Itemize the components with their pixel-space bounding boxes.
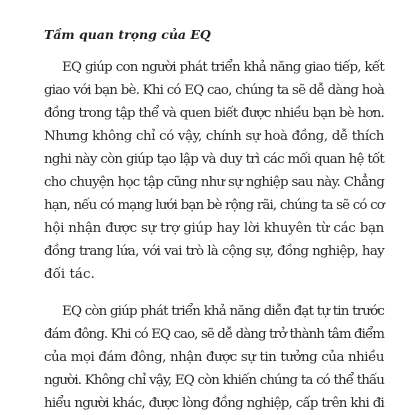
paragraph-line: đám đông. Khi có EQ cao, sẽ dễ dàng trở thành tâm điểm (44, 327, 384, 342)
paragraph-2 (44, 300, 384, 415)
paragraph-line: đối tác. (44, 267, 95, 282)
paragraph-line: giao với bạn bè. Khi có EQ cao, chúng ta sẽ dễ dàng hoà (44, 83, 384, 98)
paragraph-line: đồng trong tập thể và quen biết được nhiều bạn bè hơn. (44, 106, 384, 121)
paragraph-line: người. Không chỉ vậy, EQ còn khiến chúng ta có thể thấu (44, 373, 384, 388)
paragraph-line: hiểu người khác, được lòng đồng nghiệp, cấp trên khi đi (44, 396, 384, 411)
section-title: Tầm quan trọng của EQ (44, 27, 211, 42)
paragraph-line: Nhưng không chỉ có vậy, chính sự hoà đồng, dễ thích (44, 129, 384, 144)
paragraph-line: nghi này còn giúp tạo lập và duy trì các mối quan hệ tốt (44, 152, 384, 167)
paragraph-line: hạn, nếu có mạng lưới bạn bè rộng rãi, chúng ta sẽ có cơ (44, 198, 384, 213)
paragraph-line: hội nhận được sự trợ giúp hay lời khuyên từ các bạn (44, 221, 384, 236)
paragraph-line: của mọi đám đông, nhận được sự tin tưởng của nhiều (44, 350, 384, 365)
paragraph-line: cho chuyện học tập cũng như sự nghiệp sau này. Chẳng (44, 175, 384, 190)
paragraph-line: EQ còn giúp phát triển khả năng diễn đạt tự tin trước (62, 304, 384, 319)
paragraph-line: đồng trang lứa, với vai trò là cộng sự, đồng nghiệp, hay (44, 244, 384, 259)
paragraph-1 (44, 56, 384, 286)
paragraph-line: EQ giúp con người phát triển khả năng giao tiếp, kết (62, 60, 384, 75)
